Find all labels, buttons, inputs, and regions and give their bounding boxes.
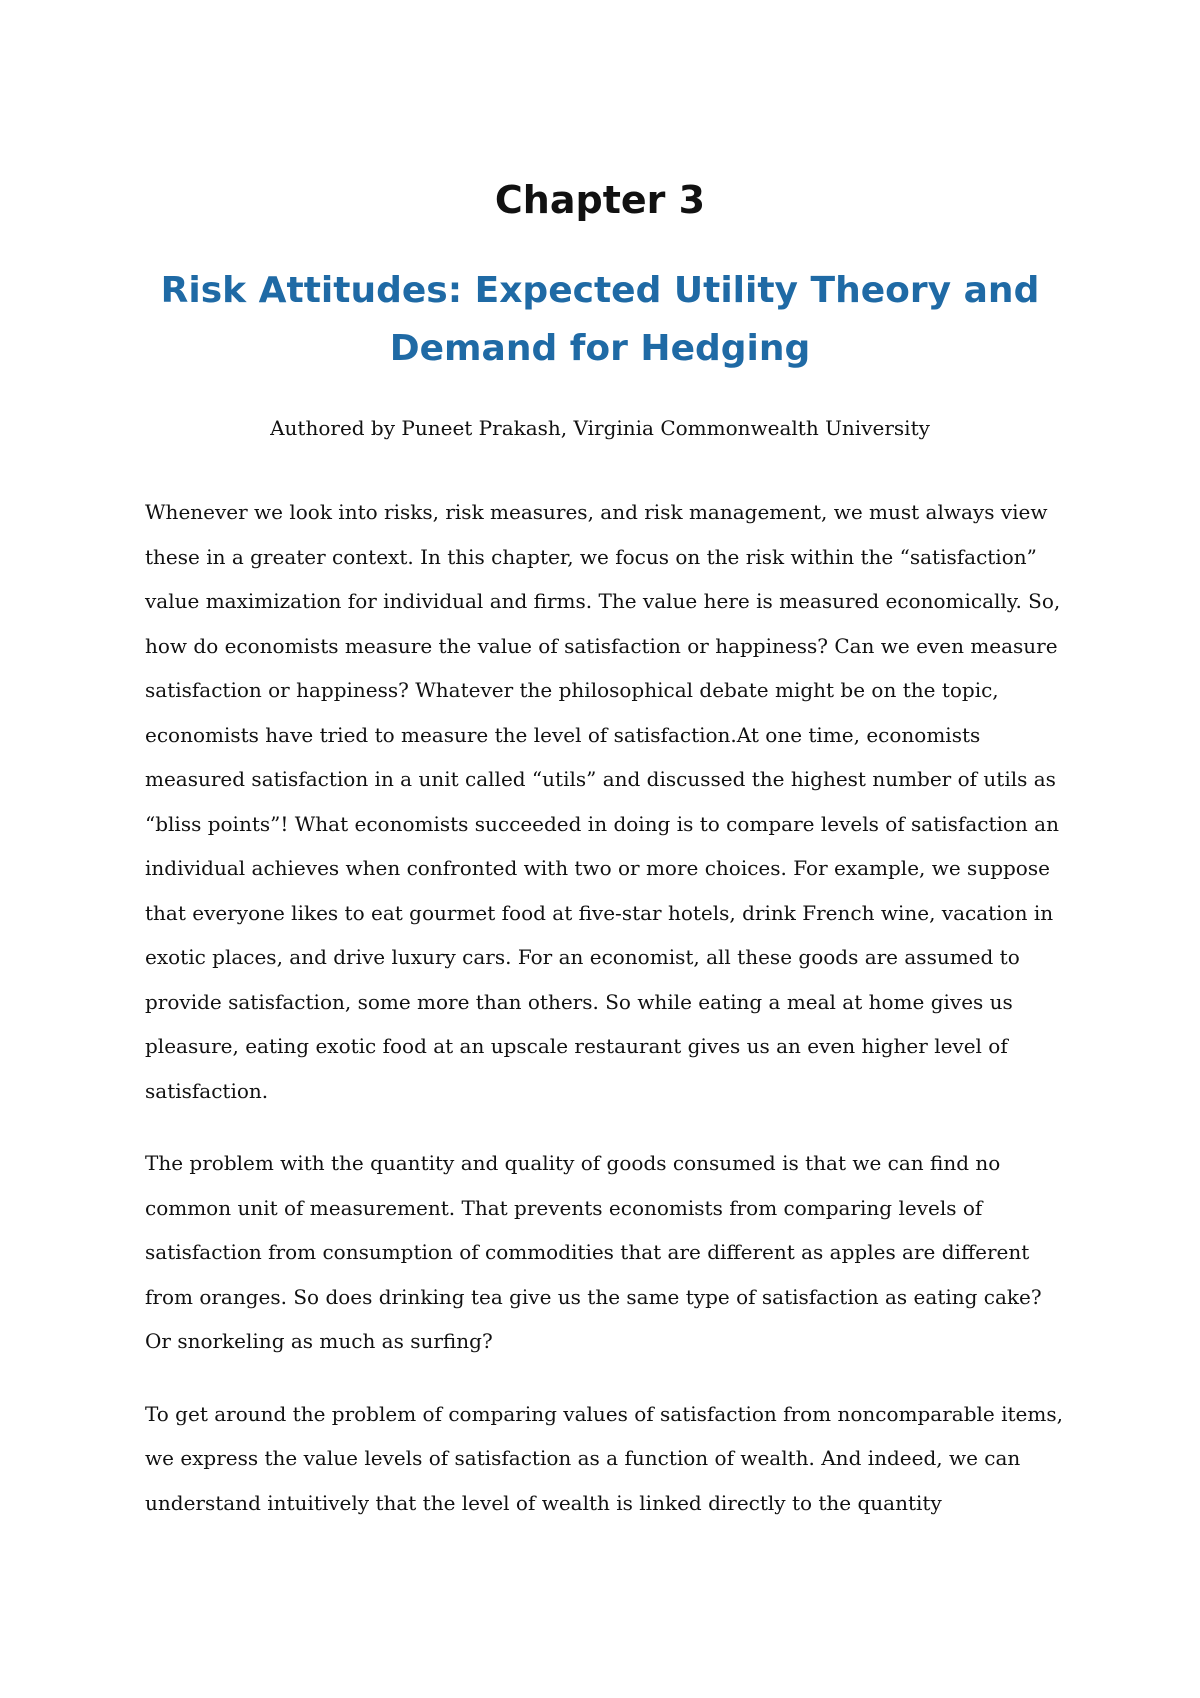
chapter-label: Chapter 3: [494, 178, 706, 222]
paragraph-2: The problem with the quantity and quality of goods consumed is that we can find no common unit of measurement. That prevents economists from comparing levels of satisfaction from consumption of commodities that are different as apples are different from oranges. So does drinking tea give us the same type of satisfaction as eating cake? Or snorkeling as much as surfing?: [145, 1151, 1042, 1353]
chapter-title: Risk Attitudes: Expected Utility Theory and Demand for Hedging: [160, 270, 1040, 369]
author-byline: Authored by Puneet Prakash, Virginia Commonwealth University: [270, 416, 930, 440]
body-text: [145, 490, 1070, 1553]
paragraph-1: Whenever we look into risks, risk measures, and risk management, we must always view these in a greater context. In this chapter, we focus on the risk within the “satisfaction” value maximization for individual and firms. The value here is measured economically. So, how do economists measure the value of satisfaction or happiness? Can we even measure satisfaction or happiness? Whatever the philosophical debate might be on the topic, economists have tried to measure the level of satisfaction.At one time, economists measured satisfaction in a unit called “utils” and discussed the highest number of utils as “bliss points”! What economists succeeded in doing is to compare levels of satisfaction an individual achieves when confronted with two or more choices. For example, we suppose that everyone likes to eat gourmet food at five-star hotels, drink French wine, vacation in exotic places, and drive luxury cars. For an economist, all these goods are assumed to provide satisfaction, some more than others. So while eating a meal at home gives us pleasure, eating exotic food at an upscale restaurant gives us an even higher level of satisfaction.: [145, 500, 1061, 1103]
paragraph-3: To get around the problem of comparing values of satisfaction from noncomparable items, we express the value levels of satisfaction as a function of wealth. And indeed, we can understand intuitively that the level of wealth is linked directly to the quantity: [145, 1401, 1063, 1515]
